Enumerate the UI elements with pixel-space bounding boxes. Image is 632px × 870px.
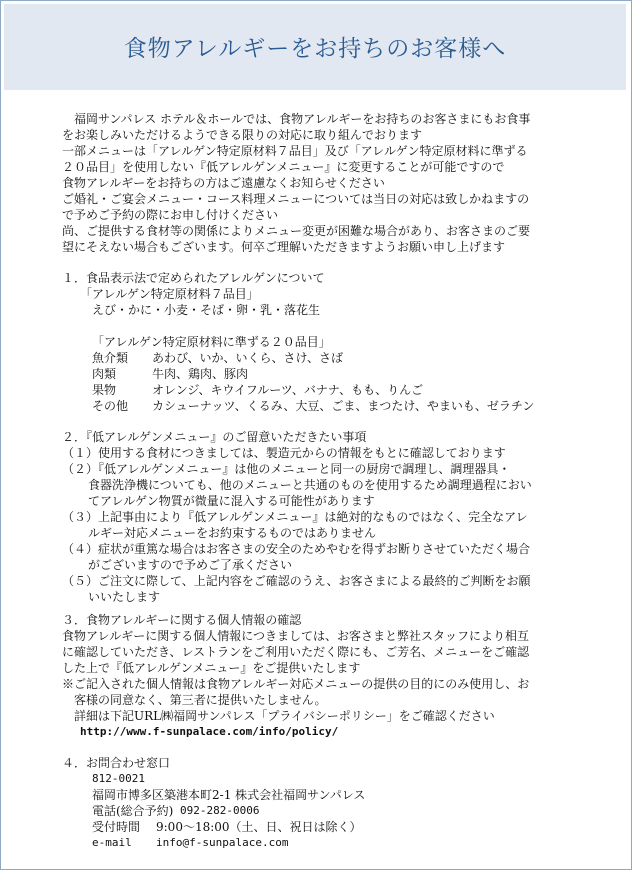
section1-heading: １．食品表示法で定められたアレルゲンについて: [62, 271, 325, 285]
caution-line: （４）症状が重篤な場合はお客さまの安全のためやむを得ずお断りさせていただく場合: [62, 542, 531, 556]
privacy-line: 詳細は下記URL㈱福岡サンパレス「プライバシーポリシー」をご確認ください: [74, 709, 495, 723]
intro-line: 福岡サンパレス ホテル＆ホールでは、食物アレルギーをお持ちのお客さまにもお食事: [62, 112, 531, 126]
title-banner: [4, 4, 626, 90]
section4-heading: ４．お問合わせ窓口: [62, 756, 171, 770]
group7-items: えび・かに・小麦・そば・卵・乳・落花生: [92, 303, 321, 317]
intro-line: 尚、ご提供する食材等の関係によりメニュー変更が困難な場合があり、お客さまのご要: [62, 224, 531, 238]
caution-line: （１）使用する食材につきましては、製造元からの情報をもとに確認しております: [62, 446, 506, 460]
allergen-items: あわび、いか、いくら、さけ、さば: [152, 351, 344, 365]
email-label: e-mail: [92, 836, 132, 849]
allergen-category: 魚介類: [92, 351, 129, 365]
address: 福岡市博多区築港本町2-1 株式会社福岡サンパレス: [92, 788, 366, 802]
business-hours: 9:00～18:00（土、日、祝日は除く）: [156, 820, 362, 834]
allergen-category: 肉類: [92, 367, 117, 381]
allergen-items: オレンジ、キウイフルーツ、バナナ、もも、りんご: [152, 383, 424, 397]
intro-line: をお楽しみいただけるようできる限りの対応に取り組んでおります: [62, 128, 423, 142]
allergen-items: カシューナッツ、くるみ、大豆、ごま、まつたけ、やまいも、ゼラチン: [152, 399, 535, 413]
caution-line: 食器洗浄機についても、他のメニューと共通のものを使用するため調理過程におい: [88, 478, 532, 492]
caution-line: （２）『低アレルゲンメニュー』は他のメニューと同一の厨房で調理し、調理器具・: [62, 462, 511, 476]
caution-line: （３）上記事由により『低アレルゲンメニュー』は絶対的なものではなく、完全なアレ: [62, 510, 528, 524]
privacy-policy-link[interactable]: http://www.f-sunpalace.com/info/policy/: [80, 725, 339, 738]
intro-line: で予めご予約の際にお申し付けください: [62, 208, 279, 222]
privacy-line: した上で『低アレルゲンメニュー』をご提供いたします: [62, 661, 361, 675]
intro-line: 望にそえない場合もございます。何卒ご理解いただきますようお願い申し上げます: [62, 240, 506, 254]
caution-line: （５）ご注文に際して、上記内容をご確認のうえ、お客さまによる最終的ご判断をお願: [62, 574, 531, 588]
section3-heading: ３．食物アレルギーに関する個人情報の確認: [62, 613, 302, 627]
allergen-category: その他: [92, 399, 129, 413]
intro-line: ２０品目」を使用しない『低アレルゲンメニュー』に変更することが可能ですので: [62, 160, 505, 174]
privacy-line: に確認していただき、レストランをご利用いただく際にも、ご芳名、メニューをご確認: [62, 645, 530, 659]
section2-heading: ２．『低アレルゲンメニュー』のご留意いただきたい事項: [62, 430, 367, 444]
intro-line: 食物アレルギーをお持ちの方はご遠慮なくお知らせください: [62, 176, 385, 190]
privacy-line: 食物アレルギーに関する個人情報につきましては、お客さまと弊社スタッフにより相互: [62, 629, 529, 643]
intro-line: 一部メニューは「アレルゲン特定原材料７品目」及び「アレルゲン特定原材料に準ずる: [62, 144, 528, 158]
intro-line: ご婚礼・ご宴会メニュー・コース料理メニューについては当日の対応は致しかねますの: [62, 192, 530, 206]
caution-line: ルギー対応メニューをお約束するものではありません: [88, 526, 377, 540]
phone-number: 092-282-0006: [180, 804, 260, 817]
caution-line: てアレルゲン物質が微量に混入する可能性があります: [88, 494, 375, 508]
page-title: 食物アレルギーをお持ちのお客様へ: [123, 36, 507, 62]
caution-line: がございますので予めご了承ください: [88, 558, 293, 572]
phone-label: 電話(総合予約): [92, 804, 174, 818]
email-link[interactable]: info@f-sunpalace.com: [156, 836, 289, 849]
allergen-items: 牛肉、鶏肉、豚肉: [152, 367, 249, 381]
privacy-line: 客様の同意なく、第三者に提供いたしません。: [74, 693, 327, 707]
allergen-category: 果物: [92, 383, 117, 397]
postal-code: 812-0021: [92, 772, 145, 785]
hours-label: 受付時間: [92, 820, 141, 834]
caution-line: いいたします: [88, 590, 161, 604]
privacy-line: ※ご記入された個人情報は食物アレルギー対応メニューの提供の目的にのみ使用し、お: [62, 677, 530, 691]
group20-title: 「アレルゲン特定原材料に準ずる２０品目」: [92, 335, 331, 349]
group7-title: 「アレルゲン特定原材料７品目」: [80, 287, 259, 301]
